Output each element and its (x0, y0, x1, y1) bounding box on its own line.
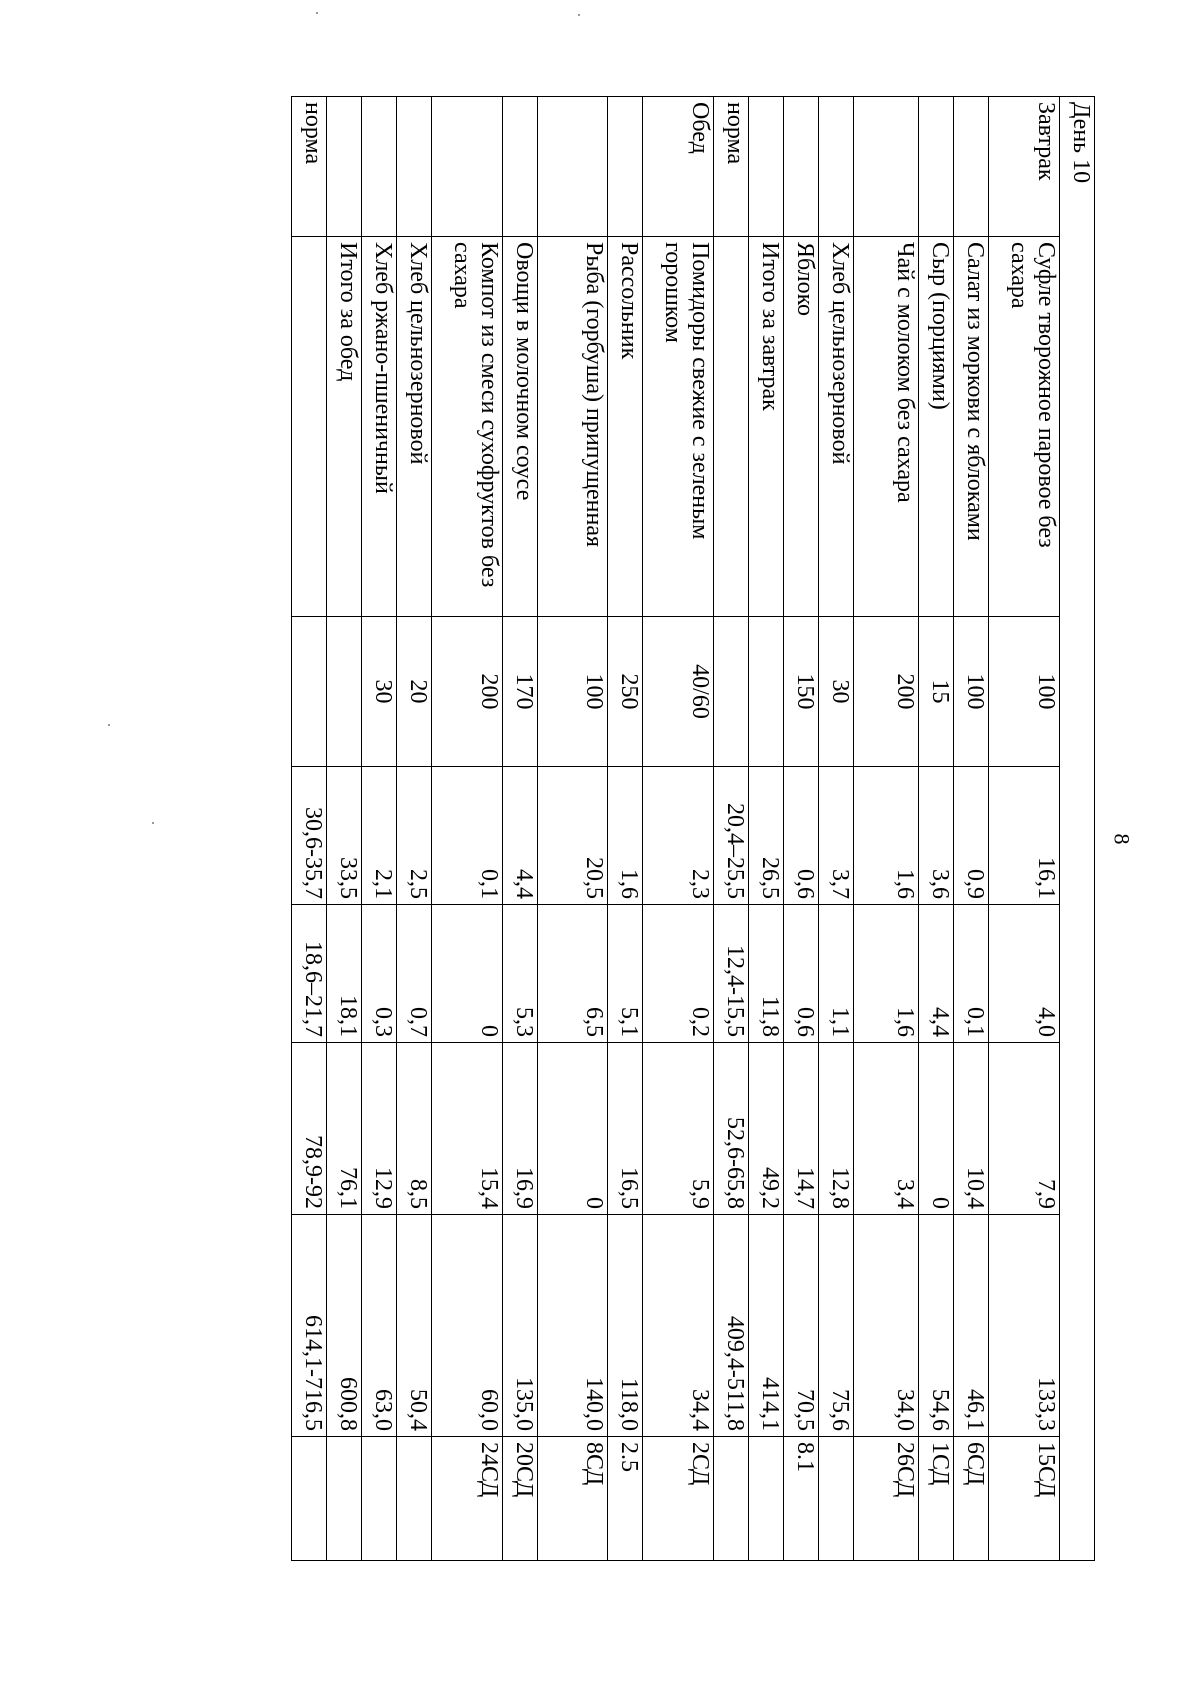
protein-cell: 2,3 (643, 767, 713, 905)
weight-cell: 200 (853, 617, 918, 767)
fat-cell: 0,2 (643, 905, 713, 1043)
code-cell (292, 1437, 327, 1561)
protein-cell: 2,1 (362, 767, 397, 905)
weight-cell (748, 617, 783, 767)
dish-cell: Хлеб ржано-пшеничный (362, 237, 397, 617)
table-row (643, 97, 713, 1561)
kcal-cell: 409,4-511,8 (713, 1215, 748, 1437)
dish-cell: Салат из моркови с яблоками (954, 237, 989, 617)
carbs-cell: 49,2 (748, 1043, 783, 1215)
meal-cell (919, 97, 954, 237)
protein-cell: 26,5 (748, 767, 783, 905)
scan-speck (578, 14, 580, 16)
protein-cell: 3,6 (919, 767, 954, 905)
carbs-cell: 16,9 (502, 1043, 537, 1215)
carbs-cell: 14,7 (783, 1043, 818, 1215)
code-cell: 20СД (502, 1437, 537, 1561)
meal-cell (748, 97, 783, 237)
kcal-cell: 50,4 (397, 1215, 432, 1437)
carbs-cell: 3,4 (853, 1043, 918, 1215)
code-cell (362, 1437, 397, 1561)
meal-cell (783, 97, 818, 237)
carbs-cell: 12,8 (818, 1043, 853, 1215)
fat-cell: 4,4 (919, 905, 954, 1043)
dish-cell: Компот из смеси сухофруктов без сахара (432, 237, 502, 617)
protein-cell: 0,1 (432, 767, 502, 905)
carbs-cell: 52,6-65,8 (713, 1043, 748, 1215)
scan-speck (316, 12, 318, 14)
meal-cell: норма (292, 97, 327, 237)
table-row (432, 97, 502, 1561)
dish-cell: Рассольник (608, 237, 643, 617)
protein-cell: 1,6 (853, 767, 918, 905)
code-cell: 2.5 (608, 1437, 643, 1561)
protein-cell: 33,5 (327, 767, 362, 905)
page-number: 8 (1109, 833, 1135, 845)
kcal-cell: 54,6 (919, 1215, 954, 1437)
protein-cell: 0,9 (954, 767, 989, 905)
protein-cell: 30,6-35,7 (292, 767, 327, 905)
scan-speck (108, 724, 110, 726)
fat-cell: 11,8 (748, 905, 783, 1043)
kcal-cell: 46,1 (954, 1215, 989, 1437)
meal-cell (537, 97, 607, 237)
weight-cell: 30 (362, 617, 397, 767)
fat-cell: 0 (432, 905, 502, 1043)
table-row (853, 97, 918, 1561)
code-cell: 8СД (537, 1437, 607, 1561)
table-row (327, 97, 362, 1561)
meal-cell (608, 97, 643, 237)
meal-cell (397, 97, 432, 237)
menu-table (291, 96, 1095, 1561)
fat-cell: 5,3 (502, 905, 537, 1043)
weight-cell: 100 (954, 617, 989, 767)
kcal-cell: 75,6 (818, 1215, 853, 1437)
dish-cell (713, 237, 748, 617)
code-cell (327, 1437, 362, 1561)
carbs-cell: 7,9 (989, 1043, 1059, 1215)
weight-cell: 30 (818, 617, 853, 767)
fat-cell: 5,1 (608, 905, 643, 1043)
table-row (919, 97, 954, 1561)
protein-cell: 20,5 (537, 767, 607, 905)
kcal-cell: 133,3 (989, 1215, 1059, 1437)
weight-cell: 40/60 (643, 617, 713, 767)
table-row (537, 97, 607, 1561)
carbs-cell: 8,5 (397, 1043, 432, 1215)
meal-cell (502, 97, 537, 237)
fat-cell: 6,5 (537, 905, 607, 1043)
dish-cell (292, 237, 327, 617)
weight-cell: 250 (608, 617, 643, 767)
fat-cell: 18,6–21,7 (292, 905, 327, 1043)
weight-cell: 100 (537, 617, 607, 767)
dish-cell: Итого за обед (327, 237, 362, 617)
dish-cell: Овощи в молочном соусе (502, 237, 537, 617)
code-cell (818, 1437, 853, 1561)
table-row (954, 97, 989, 1561)
protein-cell: 0,6 (783, 767, 818, 905)
carbs-cell: 0 (537, 1043, 607, 1215)
table-row (1059, 97, 1094, 1561)
kcal-cell: 60,0 (432, 1215, 502, 1437)
kcal-cell: 70,5 (783, 1215, 818, 1437)
fat-cell: 18,1 (327, 905, 362, 1043)
meal-cell: Обед (643, 97, 713, 237)
kcal-cell: 140,0 (537, 1215, 607, 1437)
code-cell: 24СД (432, 1437, 502, 1561)
code-cell: 1СД (919, 1437, 954, 1561)
meal-cell (362, 97, 397, 237)
carbs-cell: 16,5 (608, 1043, 643, 1215)
table-row (748, 97, 783, 1561)
weight-cell: 15 (919, 617, 954, 767)
protein-cell: 1,6 (608, 767, 643, 905)
fat-cell: 0,7 (397, 905, 432, 1043)
meal-cell (954, 97, 989, 237)
table-row (989, 97, 1059, 1561)
weight-cell: 150 (783, 617, 818, 767)
dish-cell: Рыба (горбуша) припущенная (537, 237, 607, 617)
meal-cell (853, 97, 918, 237)
fat-cell: 0,1 (954, 905, 989, 1043)
meal-cell: норма (713, 97, 748, 237)
kcal-cell: 34,4 (643, 1215, 713, 1437)
dish-cell: Суфле творожное паровое без сахара (989, 237, 1059, 617)
day-label: День 10 (1059, 97, 1094, 1561)
fat-cell: 0,6 (783, 905, 818, 1043)
table-row (783, 97, 818, 1561)
fat-cell: 1,6 (853, 905, 918, 1043)
carbs-cell: 0 (919, 1043, 954, 1215)
weight-cell: 20 (397, 617, 432, 767)
code-cell: 2СД (643, 1437, 713, 1561)
kcal-cell: 414,1 (748, 1215, 783, 1437)
weight-cell: 200 (432, 617, 502, 767)
protein-cell: 2,5 (397, 767, 432, 905)
table-row (292, 97, 327, 1561)
meal-cell: Завтрак (989, 97, 1059, 237)
kcal-cell: 34,0 (853, 1215, 918, 1437)
table-row (713, 97, 748, 1561)
meal-cell (818, 97, 853, 237)
dish-cell: Яблоко (783, 237, 818, 617)
fat-cell: 4,0 (989, 905, 1059, 1043)
code-cell (397, 1437, 432, 1561)
dish-cell: Сыр (порциями) (919, 237, 954, 617)
weight-cell (713, 617, 748, 767)
carbs-cell: 12,9 (362, 1043, 397, 1215)
fat-cell: 1,1 (818, 905, 853, 1043)
protein-cell: 3,7 (818, 767, 853, 905)
dish-cell: Хлеб цельнозерновой (818, 237, 853, 617)
kcal-cell: 614,1-716,5 (292, 1215, 327, 1437)
protein-cell: 4,4 (502, 767, 537, 905)
code-cell: 8.1 (783, 1437, 818, 1561)
kcal-cell: 135,0 (502, 1215, 537, 1437)
menu-table-body (292, 97, 1095, 1561)
weight-cell: 170 (502, 617, 537, 767)
table-row (397, 97, 432, 1561)
scan-speck (152, 822, 154, 824)
carbs-cell: 78,9-92 (292, 1043, 327, 1215)
protein-cell: 16,1 (989, 767, 1059, 905)
table-row (608, 97, 643, 1561)
weight-cell (292, 617, 327, 767)
dish-cell: Чай с молоком без сахара (853, 237, 918, 617)
code-cell (748, 1437, 783, 1561)
meal-cell (432, 97, 502, 237)
weight-cell: 100 (989, 617, 1059, 767)
kcal-cell: 63,0 (362, 1215, 397, 1437)
code-cell (713, 1437, 748, 1561)
fat-cell: 12,4-15,5 (713, 905, 748, 1043)
kcal-cell: 600,8 (327, 1215, 362, 1437)
weight-cell (327, 617, 362, 767)
kcal-cell: 118,0 (608, 1215, 643, 1437)
fat-cell: 0,3 (362, 905, 397, 1043)
table-row (502, 97, 537, 1561)
table-row (818, 97, 853, 1561)
carbs-cell: 10,4 (954, 1043, 989, 1215)
code-cell: 26СД (853, 1437, 918, 1561)
carbs-cell: 5,9 (643, 1043, 713, 1215)
dish-cell: Помидоры свежие с зеленым горошком (643, 237, 713, 617)
meal-cell (327, 97, 362, 237)
code-cell: 6СД (954, 1437, 989, 1561)
protein-cell: 20,4–25,5 (713, 767, 748, 905)
code-cell: 15СД (989, 1437, 1059, 1561)
dish-cell: Итого за завтрак (748, 237, 783, 617)
rotated-page-area (291, 96, 1095, 1560)
carbs-cell: 15,4 (432, 1043, 502, 1215)
carbs-cell: 76,1 (327, 1043, 362, 1215)
dish-cell: Хлеб цельнозерновой (397, 237, 432, 617)
table-row (362, 97, 397, 1561)
